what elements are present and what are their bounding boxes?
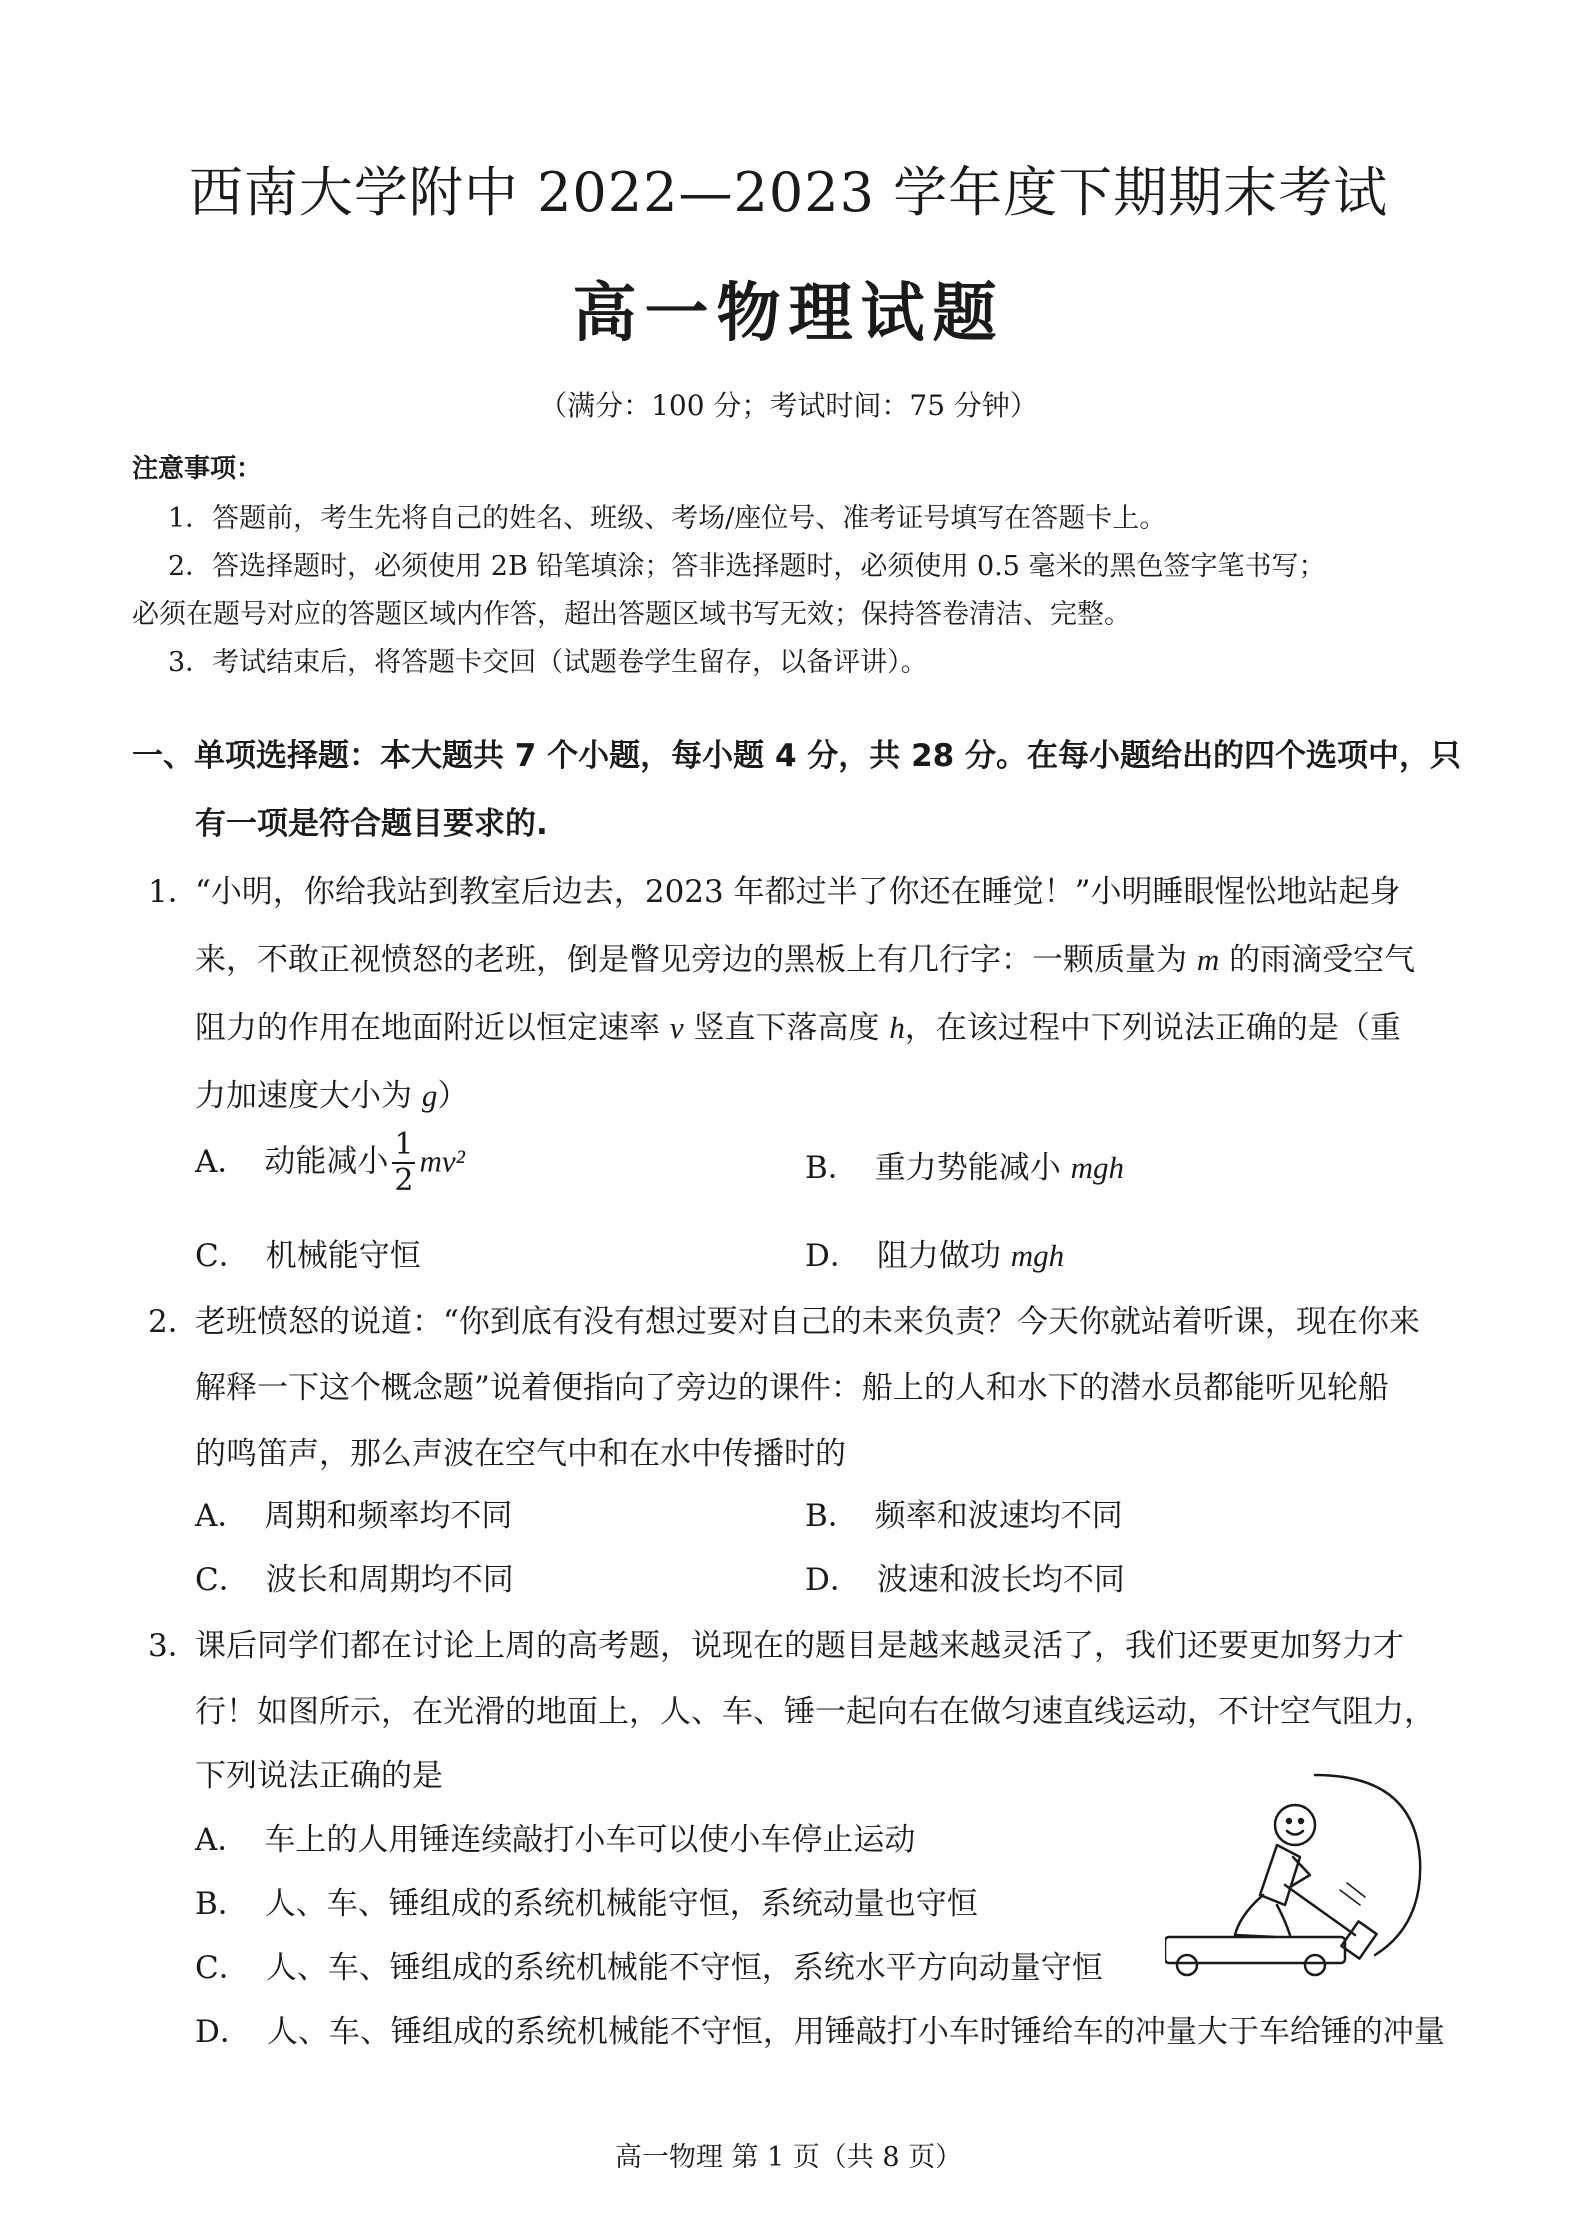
question-3-line: 课后同学们都在讨论上周的高考题，说现在的题目是越来越灵活了，我们还要更加努力才 (195, 1628, 1404, 1664)
person-head (1275, 1805, 1315, 1845)
notes-heading: 注意事项： (132, 454, 263, 484)
q3-option-c: C． 人、车、锤组成的系统机械能不守恒，系统水平方向动量守恒 (195, 1950, 1103, 1986)
section-1-heading-cont: 有一项是符合题目要求的. (195, 806, 548, 842)
q3-option-d: D． 人、车、锤组成的系统机械能不守恒，用锤敲打小车时锤给车的冲量大于车给锤的冲量 (195, 2014, 1445, 2050)
q2-option-b: B． 频率和波速均不同 (805, 1498, 1123, 1534)
question-1-line: 力加速度大小为 g） (195, 1078, 469, 1114)
cart-body (1165, 1937, 1345, 1963)
q1-option-d: D． 阻力做功 mgh (805, 1238, 1065, 1274)
question-1-line: 阻力的作用在地面附近以恒定速率 v 竖直下落高度 h，在该过程中下列说法正确的是（重 (195, 1010, 1401, 1046)
exam-info: （满分：100 分；考试时间：75 分钟） (539, 389, 1038, 422)
page-footer: 高一物理 第 1 页（共 8 页） (614, 2142, 963, 2173)
wheel (1305, 1955, 1325, 1975)
q2-option-c: C． 波长和周期均不同 (195, 1562, 514, 1598)
question-1-number: 1． (148, 874, 199, 910)
q3-option-a: A． 车上的人用锤连续敲打小车可以使小车停止运动 (195, 1822, 916, 1858)
note-2: 2．答选择题时，必须使用 2B 铅笔填涂；答非选择题时，必须使用 0.5 毫米的黑色签字笔书写； (168, 551, 1326, 582)
question-3-number: 3． (148, 1628, 199, 1664)
note-1: 1．答题前，考生先将自己的姓名、班级、考场/座位号、准考证号填写在答题卡上。 (168, 503, 1167, 534)
q1-option-a: A． 动能减小 $\frac{1}{2}$ mv² (195, 1127, 465, 1198)
cart-hammer-figure (1165, 1765, 1435, 1985)
question-3-line: 行！如图所示，在光滑的地面上，人、车、锤一起向右在做匀速直线运动，不计空气阻力， (195, 1694, 1435, 1730)
wheel (1177, 1955, 1197, 1975)
question-2-line: 的鸣笛声，那么声波在空气中和在水中传播时的 (195, 1436, 846, 1472)
exam-title: 西南大学附中 2022—2023 学年度下期期末考试 (188, 161, 1389, 224)
fraction: $\frac{1}{2}$ (394, 1127, 414, 1198)
q3-option-b: B． 人、车、锤组成的系统机械能守恒，系统动量也守恒 (195, 1886, 978, 1922)
note-3: 3．考试结束后，将答题卡交回（试题卷学生留存，以备评讲）。 (168, 647, 928, 678)
question-3-line: 下列说法正确的是 (195, 1758, 443, 1794)
note-2-cont: 必须在题号对应的答题区域内作答，超出答题区域书写无效；保持答卷清洁、完整。 (132, 599, 1131, 630)
subject-title: 高一物理试题 (572, 277, 1005, 351)
question-2-line: 解释一下这个概念题”说着便指向了旁边的课件：船上的人和水下的潜水员都能听见轮船 (195, 1370, 1389, 1406)
question-1-line: 来，不敢正视愤怒的老班，倒是瞥见旁边的黑板上有几行字：一颗质量为 m 的雨滴受空气 (195, 942, 1416, 978)
section-1-heading: 一、单项选择题：本大题共 7 个小题，每小题 4 分，共 28 分。在每小题给出的四个选项中，只 (132, 738, 1462, 774)
q1-option-c: C． 机械能守恒 (195, 1238, 421, 1274)
question-2-line: 老班愤怒的说道：“你到底有没有想过要对自己的未来负责？今天你就站着听课，现在你来 (195, 1304, 1420, 1340)
question-2-number: 2． (148, 1304, 199, 1340)
q1-option-b: B． 重力势能减小 mgh (805, 1150, 1125, 1186)
q2-option-d: D． 波速和波长均不同 (805, 1562, 1125, 1598)
question-1-line: “小明，你给我站到教室后边去，2023 年都过半了你还在睡觉！”小明睡眼惺忪地站起身 (195, 874, 1401, 910)
q2-option-a: A． 周期和频率均不同 (195, 1498, 513, 1534)
